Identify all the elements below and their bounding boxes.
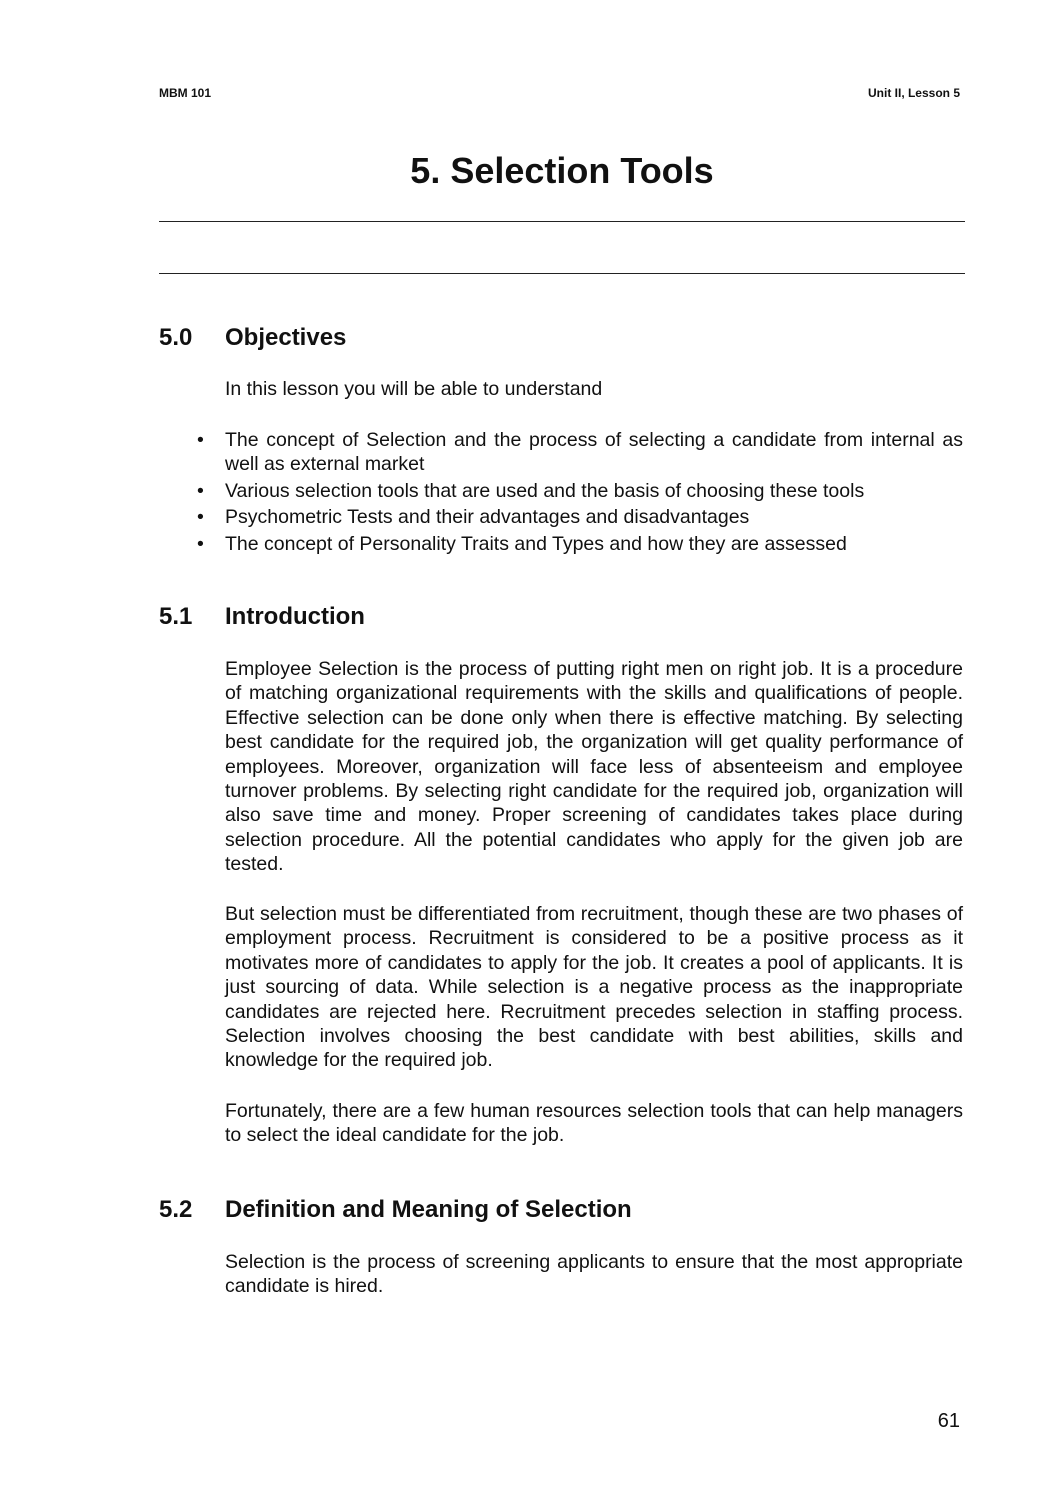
objective-item: • The concept of Selection and the process of selecting a candidate from internal as well as external market (225, 428, 963, 477)
introduction-paragraph-2: But selection must be differentiated from recruitment, though these are two phases of employment process. Recruitment is considered to be a positive process as it motivates more of candidates to apply for the job. It creates a pool of applicants. It is just sourcing of data. While selection is a negative process as the inappropriate candidates are rejected here. Recruitment precedes selection in staffing process. Selection involves choosing the best candidate with best abilities, skills and knowledge for the required job. (225, 903, 963, 1072)
title-rule-bottom (159, 273, 965, 274)
section-title: Objectives (225, 324, 347, 351)
page-header-right: Unit II, Lesson 5 (867, 86, 960, 100)
objective-item: • Various selection tools that are used and the basis of choosing these tools (225, 479, 963, 503)
introduction-paragraph-1: Employee Selection is the process of putting right men on right job. It is a procedure of matching organizational requirements with the skills and qualifications of people. Effective selection can be done only when there is effective matching. By selecting best candidate for the required job, the organization will get quality performance of employees. Moreover, organization will face less of absenteeism and employee turnover problems. By selecting right candidate for the required job, organization will also save time and money. Proper screening of candidates takes place during selection procedure. All the potential candidates who apply for the given job are tested. (225, 658, 963, 876)
page-header-left: MBM 101 (159, 86, 212, 100)
page-number: 61 (937, 1410, 960, 1432)
page-title: 5. Selection Tools (410, 150, 714, 191)
section-heading-introduction (159, 603, 365, 631)
section-number: 5.2 (159, 1196, 193, 1223)
section-heading-definition (159, 1196, 632, 1224)
introduction-paragraph-3: Fortunately, there are a few human resources selection tools that can help managers to select the ideal candidate for the job. (225, 1100, 963, 1147)
section-number: 5.0 (159, 324, 193, 351)
definition-paragraph: Selection is the process of screening applicants to ensure that the most appropriate candidate is hired. (225, 1251, 963, 1298)
objectives-list (225, 428, 963, 558)
objective-item: • Psychometric Tests and their advantages and disadvantages (225, 505, 963, 529)
section-title: Definition and Meaning of Selection (225, 1196, 632, 1223)
objective-item: • The concept of Personality Traits and Types and how they are assessed (225, 532, 963, 556)
title-rule-top (159, 221, 965, 222)
section-heading-objectives (159, 324, 346, 352)
section-title: Introduction (225, 603, 365, 630)
objectives-intro: In this lesson you will be able to understand (225, 378, 603, 400)
section-number: 5.1 (159, 603, 193, 630)
